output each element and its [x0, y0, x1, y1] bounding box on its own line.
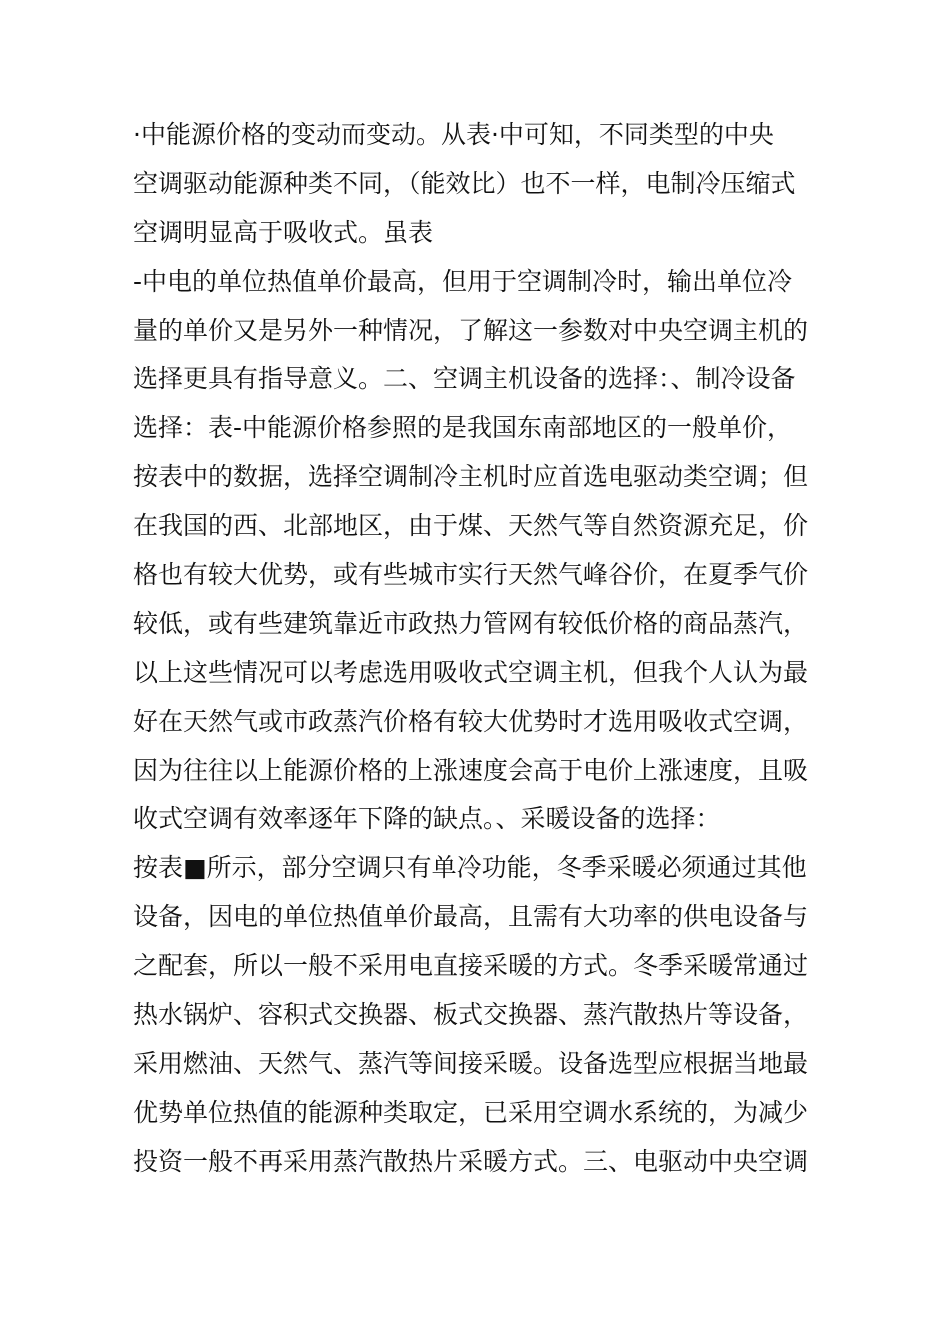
text-line-15: 收式空调有效率逐年下降的缺点。、采暖设备的选择：: [133, 804, 721, 834]
text-line-9: 在我国的西、北部地区，由于煤、天然气等自然资源充足，价: [133, 511, 809, 541]
text-line-21: 优势单位热值的能源种类取定，已采用空调水系统的，为减少: [133, 1097, 809, 1127]
text-line-18: 之配套，所以一般不采用电直接采暖的方式。冬季采暖常通过: [133, 951, 809, 981]
text-line-19: 热水锅炉、容积式交换器、板式交换器、蒸汽散热片等设备，: [133, 1000, 809, 1030]
text-line-14: 因为往往以上能源价格的上涨速度会高于电价上涨速度，且吸: [133, 755, 809, 785]
text-line-1: ·中能源价格的变动而变动。从表·中可知，不同类型的中央: [133, 120, 774, 149]
text-line-13: 好在天然气或市政蒸汽价格有较大优势时才选用吸收式空调，: [133, 706, 809, 736]
text-line-5: 量的单价又是另外一种情况，了解这一参数对中央空调主机的: [133, 315, 809, 345]
text-line-7: 选择：表-中能源价格参照的是我国东南部地区的一般单价，: [133, 413, 793, 443]
text-line-2: 空调驱动能源种类不同，（能效比）也不一样，电制冷压缩式: [133, 168, 796, 198]
text-line-16: 按表■所示，部分空调只有单冷功能，冬季采暖必须通过其他: [133, 853, 807, 883]
text-line-20: 采用燃油、天然气、蒸汽等间接采暖。设备选型应根据当地最: [133, 1048, 809, 1078]
text-line-4: -中电的单位热值单价最高，但用于空调制冷时，输出单位冷: [133, 266, 793, 296]
text-line-12: 以上这些情况可以考虑选用吸收式空调主机，但我个人认为最: [133, 657, 809, 687]
text-line-3: 空调明显高于吸收式。虽表: [133, 217, 434, 247]
text-line-11: 较低，或有些建筑靠近市政热力管网有较低价格的商品蒸汽，: [133, 608, 809, 638]
text-line-22: 投资一般不再采用蒸汽散热片采暖方式。三、电驱动中央空调: [133, 1146, 809, 1176]
body-text: [133, 111, 833, 1187]
text-line-6: 选择更具有指导意义。二、空调主机设备的选择：、制冷设备: [133, 364, 796, 394]
text-line-10: 格也有较大优势，或有些城市实行天然气峰谷价，在夏季气价: [133, 560, 809, 590]
text-line-17: 设备，因电的单位热值单价最高，且需有大功率的供电设备与: [133, 902, 809, 932]
text-line-8: 按表中的数据，选择空调制冷主机时应首选电驱动类空调；但: [133, 462, 809, 492]
